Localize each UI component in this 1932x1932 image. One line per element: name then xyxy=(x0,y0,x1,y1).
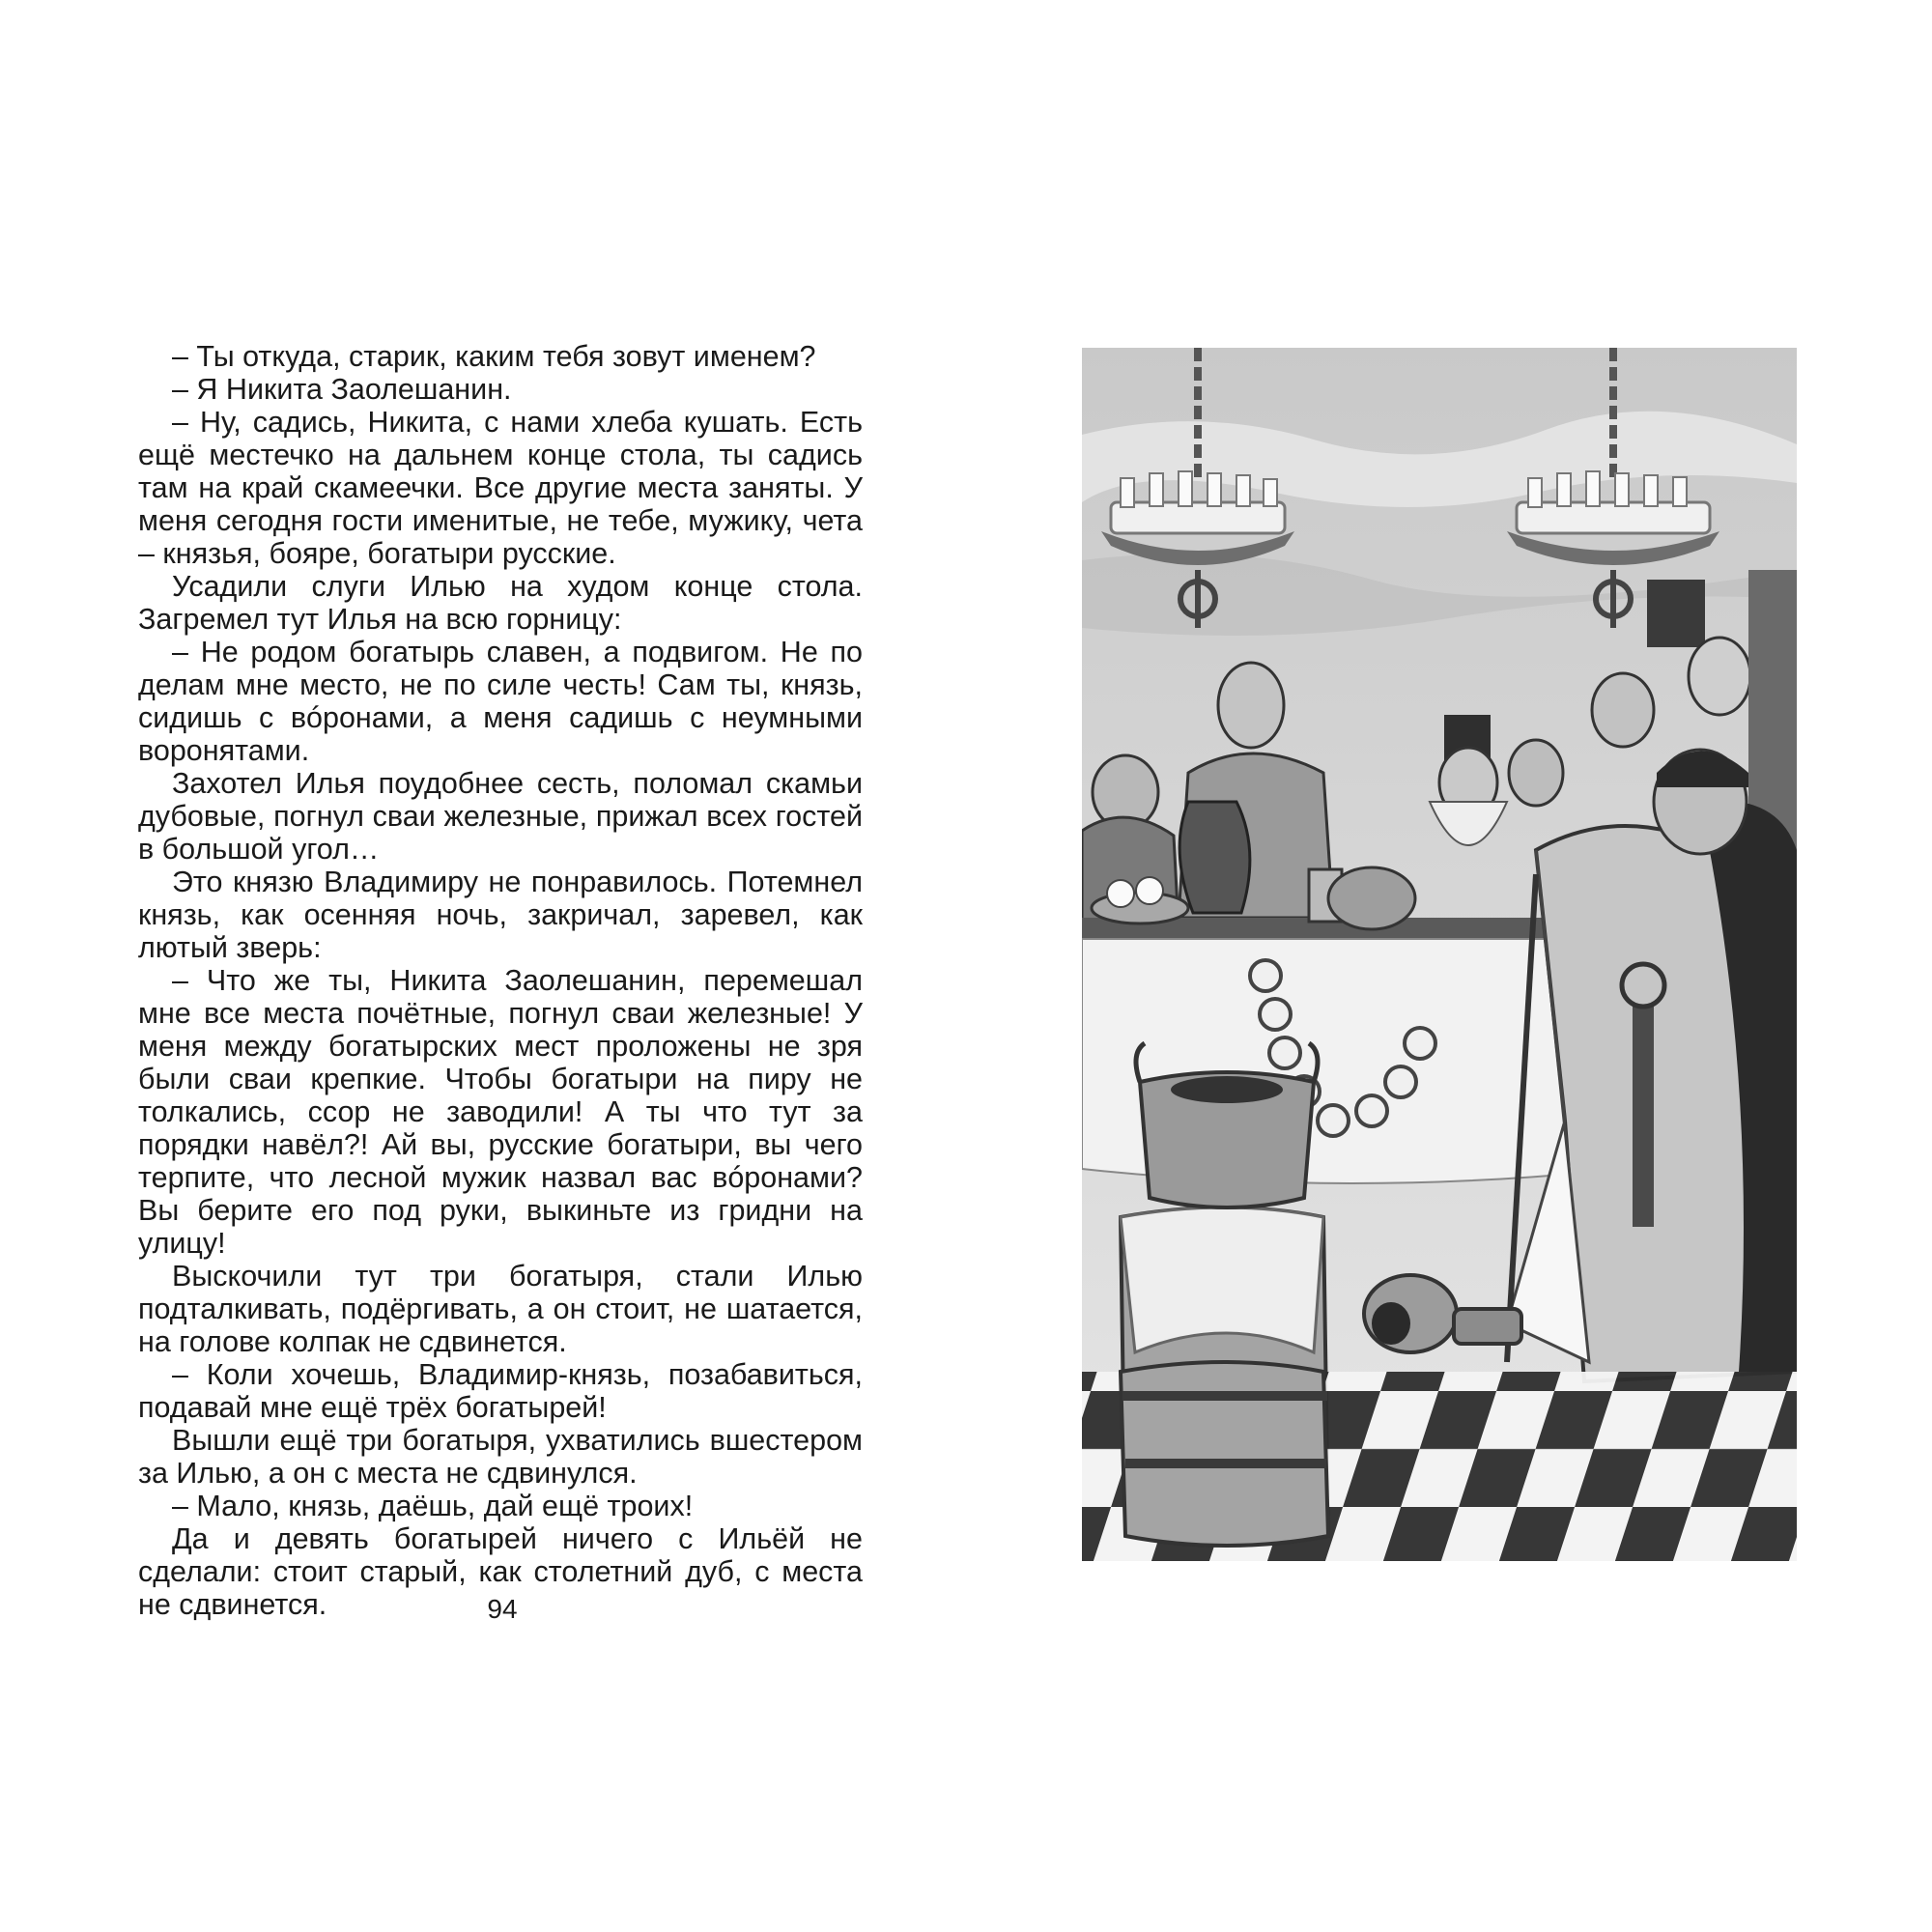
paragraph-12: – Мало, князь, даёшь, дай ещё троих! xyxy=(172,1490,694,1522)
paragraph-11: Вышли ещё три богатыря, ухватились вшестером за Илью, а он с места не сдвинулся. xyxy=(138,1424,863,1490)
paragraph-8: – Что же ты, Никита Заолешанин, перемешал мне все места почётные, погнул сваи железные! У меня между богатырских мест проложены не зря были сваи крепкие. Чтобы богатыри на пиру не толкались, ссор не заводили! А ты что тут за порядки навёл?! Ай вы, русские богатыри, вы чего терпите, что лесной мужик назвал вас вóронами? Вы берите его под руки, выкиньте из гридни на улицу! xyxy=(138,964,863,1260)
paragraph-6: Захотел Илья поудобнее сесть, поломал скамьи дубовые, погнул сваи железные, прижал всех гостей в большой угол… xyxy=(138,767,863,866)
paragraph-10: – Коли хочешь, Владимир-князь, позабавиться, подавай мне ещё трёх богатырей! xyxy=(138,1358,863,1424)
paragraph-9: Выскочили тут три богатыря, стали Илью подталкивать, подёргивать, а он стоит, не шатается, на голове колпак не сдвинется. xyxy=(138,1260,863,1358)
paragraph-13: Да и девять богатырей ничего с Ильёй не сделали: стоит старый, как столетний дуб, с места не сдвинется. xyxy=(138,1522,863,1621)
feast-hall-illustration xyxy=(1082,348,1797,1561)
paragraph-2: – Я Никита Заолешанин. xyxy=(172,373,512,406)
paragraph-5: – Не родом богатырь славен, а подвигом. Не по делам мне место, не по силе честь! Сам ты, князь, сидишь с вóронами, а меня садишь с неумными воронятами. xyxy=(138,636,863,767)
page-number: 94 xyxy=(487,1594,518,1624)
text-column xyxy=(138,340,863,1621)
paragraph-7: Это князю Владимиру не понравилось. Потемнел князь, как осенняя ночь, закричал, заревел, как лютый зверь: xyxy=(138,866,863,964)
paragraph-1: – Ты откуда, старик, каким тебя зовут именем? xyxy=(172,340,816,373)
paragraph-4: Усадили слуги Илью на худом конце стола. Загремел тут Илья на всю горницу: xyxy=(138,570,863,636)
paragraph-3: – Ну, садись, Никита, с нами хлеба кушать. Есть ещё местечко на дальнем конце стола, ты садись там на край скамеечки. Все другие места заняты. У меня сегодня гости именитые, не тебе, мужику, чета – князья, бояре, богатыри русские. xyxy=(138,406,863,570)
illustration-svg xyxy=(1082,348,1797,1561)
